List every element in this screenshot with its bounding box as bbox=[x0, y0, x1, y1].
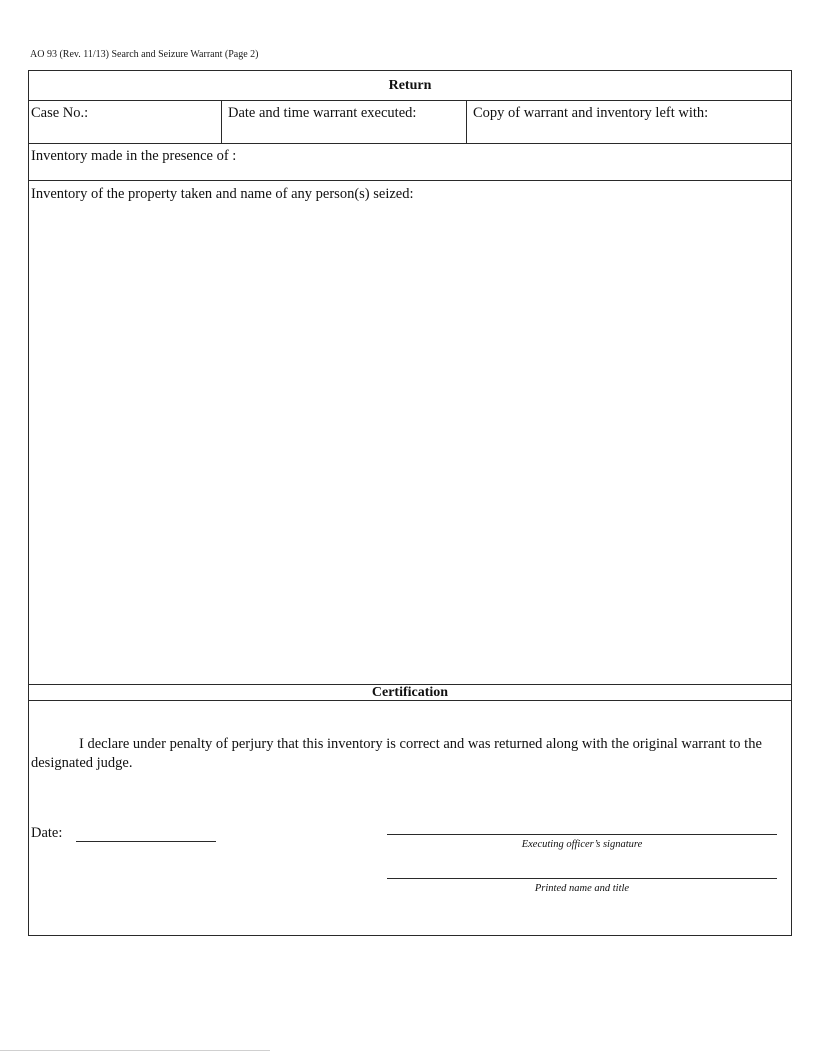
certification-section bbox=[29, 701, 791, 935]
date-label: Date: bbox=[31, 825, 63, 841]
date-input-line[interactable] bbox=[76, 841, 216, 842]
form-identifier: AO 93 (Rev. 11/13) Search and Seizure Warrant (Page 2) bbox=[30, 49, 259, 60]
date-time-executed-field[interactable]: Date and time warrant executed: bbox=[222, 101, 467, 143]
inventory-presence-field[interactable]: Inventory made in the presence of : bbox=[29, 144, 791, 181]
scan-footer-rule bbox=[0, 1050, 270, 1051]
printed-name-title-caption: Printed name and title bbox=[534, 883, 630, 894]
executing-officer-signature-line[interactable] bbox=[387, 834, 777, 835]
certification-heading: Certification bbox=[29, 685, 791, 701]
declaration-sentence: I declare under penalty of perjury that this inventory is correct and was returned along with the original warrant to the designated judge. bbox=[31, 736, 762, 771]
copy-left-with-field[interactable]: Copy of warrant and inventory left with: bbox=[473, 105, 709, 121]
return-heading: Return bbox=[29, 71, 791, 101]
inventory-property-field[interactable]: Inventory of the property taken and name of any person(s) seized: bbox=[29, 181, 791, 685]
declaration-text bbox=[31, 735, 781, 773]
warrant-return-form bbox=[28, 70, 792, 936]
executing-officer-signature-caption: Executing officer’s signature bbox=[521, 839, 643, 850]
case-no-field[interactable]: Case No.: bbox=[29, 101, 222, 143]
case-info-row bbox=[29, 101, 791, 144]
printed-name-title-line[interactable] bbox=[387, 878, 777, 879]
